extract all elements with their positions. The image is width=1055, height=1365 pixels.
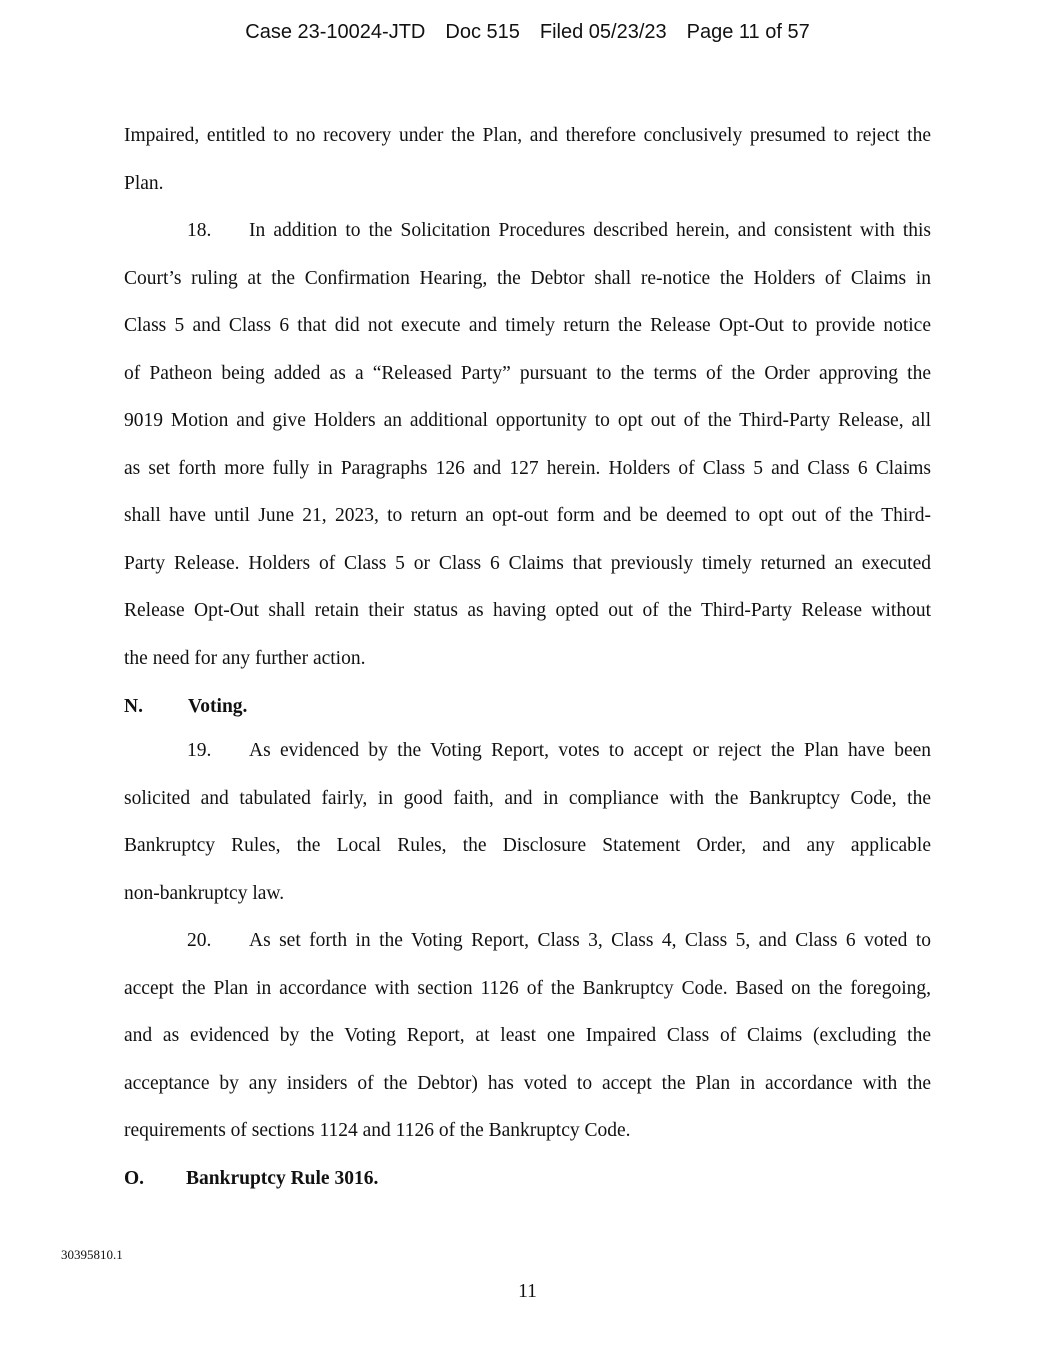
- paragraph-19-first-line: [187, 737, 931, 765]
- body-line: Bankruptcy Rules, the Local Rules, the Disclosure Statement Order, and any applicable: [124, 835, 931, 856]
- page-of-total: Page 11 of 57: [686, 21, 810, 43]
- body-line: solicited and tabulated fairly, in good faith, and in compliance with the Bankruptcy Code, the: [124, 788, 931, 809]
- body-line: shall have until June 21, 2023, to return an opt-out form and be deemed to opt out of the Third-: [124, 505, 931, 526]
- paragraph-number: 20.: [187, 930, 212, 951]
- body-line: Class 5 and Class 6 that did not execute and timely return the Release Opt-Out to provide notice: [124, 315, 931, 336]
- paragraph-number: 18.: [187, 220, 212, 241]
- filed-date: Filed 05/23/23: [539, 21, 667, 43]
- body-line: non-bankruptcy law.: [124, 883, 285, 904]
- body-line: Court’s ruling at the Confirmation Hearing, the Debtor shall re-notice the Holders of Claims in: [124, 268, 931, 289]
- section-heading-n: [124, 693, 247, 721]
- body-line: Impaired, entitled to no recovery under the Plan, and therefore conclusively presumed to reject the: [124, 125, 931, 146]
- body-line: the need for any further action.: [124, 648, 366, 669]
- body-line: acceptance by any insiders of the Debtor) has voted to accept the Plan in accordance with the: [124, 1073, 931, 1094]
- filing-header: [0, 19, 1055, 45]
- section-title: Voting.: [188, 696, 248, 717]
- doc-number: Doc 515: [445, 21, 520, 43]
- body-line: 9019 Motion and give Holders an additional opportunity to opt out of the Third-Party Release, all: [124, 410, 931, 431]
- body-line: requirements of sections 1124 and 1126 of the Bankruptcy Code.: [124, 1120, 631, 1141]
- body-line: In addition to the Solicitation Procedures described herein, and consistent with this: [249, 220, 931, 241]
- document-id: 30395810.1: [61, 1247, 123, 1262]
- body-line: of Patheon being added as a “Released Party” pursuant to the terms of the Order approving the: [124, 363, 931, 384]
- paragraph-18-first-line: [187, 217, 931, 245]
- body-line: accept the Plan in accordance with section 1126 of the Bankruptcy Code. Based on the foregoing,: [124, 978, 931, 999]
- section-heading-o: [124, 1165, 378, 1193]
- section-letter: N.: [124, 696, 143, 717]
- body-line: As evidenced by the Voting Report, votes to accept or reject the Plan have been: [249, 740, 931, 761]
- body-line: As set forth in the Voting Report, Class 3, Class 4, Class 5, and Class 6 voted to: [249, 930, 931, 951]
- body-line: Plan.: [124, 173, 164, 194]
- body-line: as set forth more fully in Paragraphs 126 and 127 herein. Holders of Class 5 and Class 6 Claims: [124, 458, 931, 479]
- section-letter: O.: [124, 1168, 145, 1189]
- body-line: Party Release. Holders of Class 5 or Class 6 Claims that previously timely returned an executed: [124, 553, 931, 574]
- section-title: Bankruptcy Rule 3016.: [186, 1168, 379, 1189]
- body-line: Release Opt-Out shall retain their status as having opted out of the Third-Party Release without: [124, 600, 931, 621]
- body-line: and as evidenced by the Voting Report, at least one Impaired Class of Claims (excluding the: [124, 1025, 931, 1046]
- paragraph-number: 19.: [187, 740, 212, 761]
- page-number: 11: [518, 1281, 537, 1302]
- case-number: Case 23-10024-JTD: [245, 21, 426, 43]
- paragraph-20-first-line: [187, 927, 931, 955]
